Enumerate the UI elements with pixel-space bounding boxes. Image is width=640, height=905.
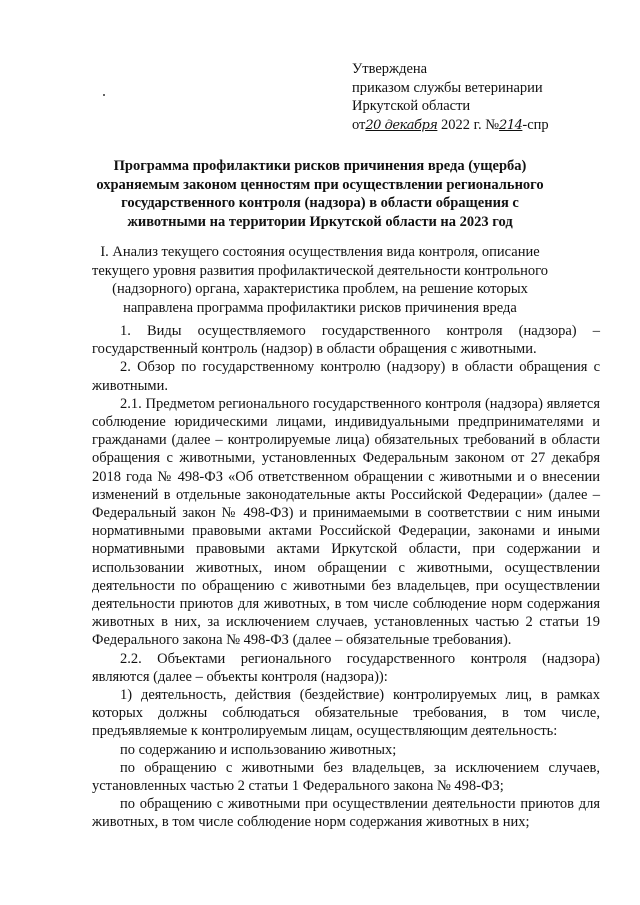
paragraph: по обращению с животными без владельцев, за исключением случаев, установленных частью 2 статьи 1 Федерального закона № 498-ФЗ; [92,759,600,795]
paragraph: 1) деятельность, действия (бездействие) контролируемых лиц, в рамках которых должны соблюдаться обязательные требования, в том числе, предъявляемые к контролируемым лицам, осуществляющим деятельность: [92,687,600,740]
approval-line-1: Утверждена [352,61,428,77]
handwritten-number: 214 [499,117,523,133]
paragraph: 1. Виды осуществляемого государственного контроля (надзора) – государственный контроль (надзор) в области обращения с животными. [92,323,600,358]
approval-line-3: Иркутской области [352,98,471,114]
approval-block [352,60,602,135]
paragraph: 2.2. Объектами регионального государственного контроля (надзора) являются (далее – объекты контроля (надзора)): [92,650,600,685]
document-title: Программа профилактики рисков причинения вреда (ущерба) охраняемым законом ценностям при осуществлении регионального государственного контроля (надзора) в области обращения с животными на территории Иркутской области на 2023 год [96,158,544,230]
scan-speck [103,94,105,96]
paragraph: 2. Обзор по государственному контролю (надзору) в области обращения с животными. [92,359,600,394]
number-suffix: -спр [522,116,549,133]
body-text [92,322,600,832]
paragraph: 2.1. Предметом регионального государственного контроля (надзора) является соблюдение юридическими лицами, индивидуальными предпринимателями и гражданами (далее – контролируемые лица) обязательных требований в области обращения с животными, установленных Федеральным законом от 27 декабря 2018 года № 498-ФЗ «Об ответственном обращении с животными и о внесении изменений в отдельные законодательные акты Российской Федерации» (далее – Федеральный закон № 498-ФЗ) и принимаемыми в соответствии с ним иными нормативными правовыми актами Российской Федерации, законами и иными нормативными правовыми актами Иркутской области, при содержании и использовании животных, ином обращении с животными, осуществлении деятельности по обращению с животными без владельцев, при осуществлении деятельности приютов для животных, в том числе соблюдение норм содержания животных в них, за исключением случаев, установленных частью 2 статьи 19 Федерального закона № 498-ФЗ (далее – обязательные требования). [92,395,600,649]
approval-date-line [352,116,602,136]
handwritten-date: 20 декабря [365,117,438,133]
approval-line-2: приказом службы ветеринарии [352,79,543,96]
paragraph: по обращению с животными при осуществлении деятельности приютов для животных, в том числе соблюдение норм содержания животных в них; [92,796,600,831]
date-prefix: от [352,116,366,133]
date-year: 2022 г. № [437,116,500,133]
paragraph: по содержанию и использованию животных; [120,741,397,758]
section-heading: I. Анализ текущего состояния осуществления вида контроля, описание текущего уровня развития профилактической деятельности контрольного (надзорного) органа, характеристика проблем, на решение которых направлена программа профилактики рисков причинения вреда [92,244,548,316]
